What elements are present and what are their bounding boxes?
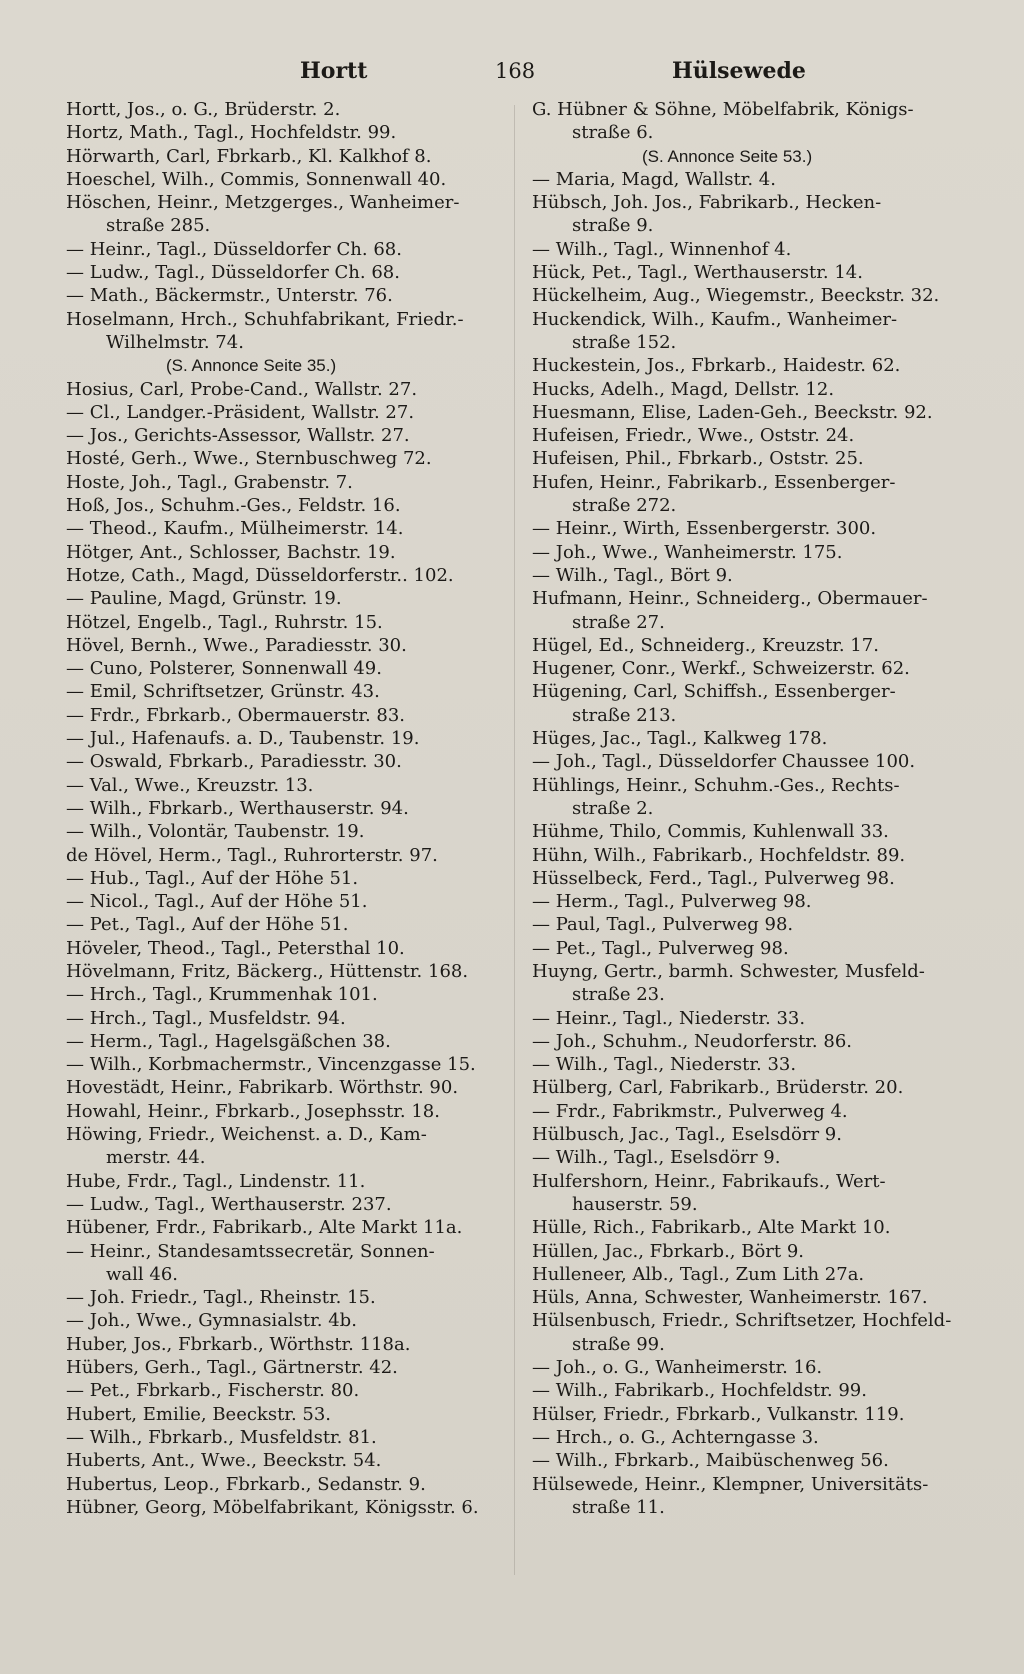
entry-continuation: straße 2.: [572, 797, 654, 819]
entry-continuation: straße 9.: [572, 215, 654, 237]
directory-entry: — Heinr., Standesamtssecretär, Sonnen-: [66, 1240, 435, 1262]
directory-entry: — Wilh., Fabrikarb., Hochfeldstr. 99.: [532, 1380, 867, 1402]
directory-entry: — Val., Wwe., Kreuzstr. 13.: [66, 774, 314, 796]
directory-entry: — Cuno, Polsterer, Sonnenwall 49.: [66, 658, 382, 680]
directory-entry: Howahl, Heinr., Fbrkarb., Josephsstr. 18.: [66, 1100, 440, 1122]
directory-entry: Huberts, Ant., Wwe., Beeckstr. 54.: [66, 1450, 382, 1472]
directory-entry: Hulleneer, Alb., Tagl., Zum Lith 27a.: [532, 1263, 865, 1285]
directory-entry: — Ludw., Tagl., Düsseldorfer Ch. 68.: [66, 262, 400, 284]
left-column: [66, 98, 502, 1519]
directory-entry: Hube, Frdr., Tagl., Lindenstr. 11.: [66, 1170, 366, 1192]
directory-entry: Hübsch, Joh. Jos., Fabrikarb., Hecken-: [532, 192, 882, 214]
entry-continuation: merstr. 44.: [106, 1147, 206, 1169]
right-column: [532, 98, 990, 1519]
directory-entry: Hörwarth, Carl, Fbrkarb., Kl. Kalkhof 8.: [66, 145, 432, 167]
directory-entry: — Jul., Hafenaufs. a. D., Taubenstr. 19.: [66, 728, 420, 750]
directory-entry: — Frdr., Fabrikmstr., Pulverweg 4.: [532, 1100, 848, 1122]
directory-entry: Huckendick, Wilh., Kaufm., Wanheimer-: [532, 308, 898, 330]
directory-entry: Hucks, Adelh., Magd, Dellstr. 12.: [532, 378, 835, 400]
entry-continuation: Wilhelmstr. 74.: [106, 331, 244, 353]
directory-entry: — Pet., Tagl., Pulverweg 98.: [532, 937, 789, 959]
directory-entry: — Wilh., Korbmachermstr., Vincenzgasse 15.: [66, 1054, 476, 1076]
directory-entry: Huber, Jos., Fbrkarb., Wörthstr. 118a.: [66, 1333, 411, 1355]
directory-entry: de Hövel, Herm., Tagl., Ruhrorterstr. 97.: [66, 844, 438, 866]
directory-entry: — Wilh., Tagl., Winnenhof 4.: [532, 238, 792, 260]
directory-entry: — Wilh., Volontär, Taubenstr. 19.: [66, 821, 365, 843]
entry-continuation: straße 27.: [572, 611, 665, 633]
entry-continuation: straße 285.: [106, 215, 211, 237]
directory-entry: Hügel, Ed., Schneiderg., Kreuzstr. 17.: [532, 634, 879, 656]
directory-entry: Hubert, Emilie, Beeckstr. 53.: [66, 1403, 332, 1425]
directory-entry: Huyng, Gertr., barmh. Schwester, Musfeld-: [532, 960, 925, 982]
directory-entry: G. Hübner & Söhne, Möbelfabrik, Königs-: [532, 99, 914, 120]
entry-continuation: straße 6.: [572, 122, 654, 144]
entry-continuation: wall 46.: [106, 1263, 178, 1285]
directory-entry: Hoß, Jos., Schuhm.-Ges., Feldstr. 16.: [66, 495, 401, 517]
directory-entry: Hück, Pet., Tagl., Werthauserstr. 14.: [532, 262, 863, 284]
page-header: [0, 50, 1024, 90]
directory-entry: — Theod., Kaufm., Mülheimerstr. 14.: [66, 518, 404, 540]
page-number: 168: [495, 59, 536, 83]
directory-entry: — Heinr., Wirth, Essenbergerstr. 300.: [532, 518, 877, 540]
directory-entry: — Herm., Tagl., Pulverweg 98.: [532, 891, 812, 913]
directory-entry: — Emil, Schriftsetzer, Grünstr. 43.: [66, 681, 380, 703]
entry-continuation: straße 11.: [572, 1496, 665, 1518]
directory-entry: Hufeisen, Friedr., Wwe., Oststr. 24.: [532, 425, 855, 447]
directory-entry: Hubertus, Leop., Fbrkarb., Sedanstr. 9.: [66, 1473, 426, 1495]
directory-entry: Hufeisen, Phil., Fbrkarb., Oststr. 25.: [532, 448, 864, 470]
directory-entry: — Pet., Fbrkarb., Fischerstr. 80.: [66, 1380, 360, 1402]
entry-continuation: straße 23.: [572, 984, 665, 1006]
directory-entry: Hüsselbeck, Ferd., Tagl., Pulverweg 98.: [532, 867, 895, 889]
directory-entry: — Hrch., Tagl., Krummenhak 101.: [66, 984, 378, 1006]
directory-entry: Hügening, Carl, Schiffsh., Essenberger-: [532, 681, 896, 703]
directory-entry: — Nicol., Tagl., Auf der Höhe 51.: [66, 891, 368, 913]
column-divider: [514, 105, 515, 1575]
directory-entry: Hövelmann, Fritz, Bäckerg., Hüttenstr. 168.: [66, 960, 469, 982]
header-last-entry: Hülsewede: [672, 58, 806, 84]
directory-entry: Huesmann, Elise, Laden-Geh., Beeckstr. 92.: [532, 401, 933, 423]
directory-entry: Hückelheim, Aug., Wiegemstr., Beeckstr. 32.: [532, 285, 940, 307]
directory-entry: Hüls, Anna, Schwester, Wanheimerstr. 167.: [532, 1287, 928, 1309]
advertisement-reference: (S. Annonce Seite 35.): [166, 356, 337, 376]
directory-entry: Hortt, Jos., o. G., Brüderstr. 2.: [66, 99, 341, 120]
directory-entry: — Jos., Gerichts-Assessor, Wallstr. 27.: [66, 425, 410, 447]
directory-entry: — Wilh., Fbrkarb., Maibüschenweg 56.: [532, 1450, 889, 1472]
directory-entry: Höveler, Theod., Tagl., Petersthal 10.: [66, 937, 405, 959]
directory-entry: Hülberg, Carl, Fabrikarb., Brüderstr. 20.: [532, 1077, 904, 1099]
directory-entry: Hübers, Gerh., Tagl., Gärtnerstr. 42.: [66, 1357, 398, 1379]
directory-entry: Hugener, Conr., Werkf., Schweizerstr. 62.: [532, 658, 910, 680]
directory-entry: — Joh., o. G., Wanheimerstr. 16.: [532, 1357, 823, 1379]
directory-entry: Höschen, Heinr., Metzgerges., Wanheimer-: [66, 192, 460, 214]
directory-entry: Hühn, Wilh., Fabrikarb., Hochfeldstr. 89.: [532, 844, 906, 866]
directory-entry: Hülsenbusch, Friedr., Schriftsetzer, Hochfeld-: [532, 1310, 952, 1332]
directory-entry: — Hub., Tagl., Auf der Höhe 51.: [66, 867, 359, 889]
directory-entry: Hötzel, Engelb., Tagl., Ruhrstr. 15.: [66, 611, 383, 633]
directory-entry: Hulfershorn, Heinr., Fabrikaufs., Wert-: [532, 1170, 886, 1192]
directory-entry: — Maria, Magd, Wallstr. 4.: [532, 168, 776, 190]
directory-entry: Hufmann, Heinr., Schneiderg., Obermauer-: [532, 588, 928, 610]
directory-entry: Hüllen, Jac., Fbrkarb., Bört 9.: [532, 1240, 805, 1262]
directory-entry: Hosté, Gerh., Wwe., Sternbuschweg 72.: [66, 448, 432, 470]
directory-entry: — Oswald, Fbrkarb., Paradiesstr. 30.: [66, 751, 402, 773]
directory-entry: — Ludw., Tagl., Werthauserstr. 237.: [66, 1193, 392, 1215]
directory-entry: Hübner, Georg, Möbelfabrikant, Königsstr. 6.: [66, 1496, 479, 1518]
directory-entry: — Wilh., Fbrkarb., Werthauserstr. 94.: [66, 797, 409, 819]
directory-entry: Hotze, Cath., Magd, Düsseldorferstr.. 102.: [66, 564, 454, 586]
directory-entry: — Math., Bäckermstr., Unterstr. 76.: [66, 285, 393, 307]
directory-entry: Hortz, Math., Tagl., Hochfeldstr. 99.: [66, 122, 397, 144]
directory-entry: Hübener, Frdr., Fabrikarb., Alte Markt 11a.: [66, 1217, 463, 1239]
directory-entry: — Joh., Schuhm., Neudorferstr. 86.: [532, 1030, 853, 1052]
entry-continuation: straße 99.: [572, 1333, 665, 1355]
directory-entry: — Frdr., Fbrkarb., Obermauerstr. 83.: [66, 704, 406, 726]
directory-entry: — Paul, Tagl., Pulverweg 98.: [532, 914, 794, 936]
directory-entry: — Herm., Tagl., Hagelsgäßchen 38.: [66, 1030, 391, 1052]
directory-entry: — Joh. Friedr., Tagl., Rheinstr. 15.: [66, 1287, 376, 1309]
directory-entry: Höwing, Friedr., Weichenst. a. D., Kam-: [66, 1124, 427, 1146]
directory-entry: Hülser, Friedr., Fbrkarb., Vulkanstr. 119.: [532, 1403, 905, 1425]
directory-entry: Hötger, Ant., Schlosser, Bachstr. 19.: [66, 541, 396, 563]
directory-entry: — Heinr., Tagl., Düsseldorfer Ch. 68.: [66, 238, 402, 260]
directory-entry: — Wilh., Tagl., Eselsdörr 9.: [532, 1147, 781, 1169]
directory-entry: Hülle, Rich., Fabrikarb., Alte Markt 10.: [532, 1217, 891, 1239]
directory-entry: Hufen, Heinr., Fabrikarb., Essenberger-: [532, 471, 896, 493]
directory-entry: Hoeschel, Wilh., Commis, Sonnenwall 40.: [66, 168, 447, 190]
directory-entry: Hühlings, Heinr., Schuhm.-Ges., Rechts-: [532, 774, 900, 796]
directory-entry: Hühme, Thilo, Commis, Kuhlenwall 33.: [532, 821, 889, 843]
directory-entry: Hosius, Carl, Probe-Cand., Wallstr. 27.: [66, 378, 418, 400]
directory-entry: — Hrch., o. G., Achterngasse 3.: [532, 1426, 819, 1448]
directory-entry: — Heinr., Tagl., Niederstr. 33.: [532, 1007, 806, 1029]
header-first-entry: Hortt: [300, 58, 368, 84]
directory-entry: — Pauline, Magd, Grünstr. 19.: [66, 588, 342, 610]
directory-entry: — Pet., Tagl., Auf der Höhe 51.: [66, 914, 349, 936]
directory-entry: Hövel, Bernh., Wwe., Paradiesstr. 30.: [66, 634, 407, 656]
advertisement-reference: (S. Annonce Seite 53.): [642, 146, 813, 166]
directory-entry: Huckestein, Jos., Fbrkarb., Haidestr. 62.: [532, 355, 901, 377]
entry-continuation: straße 272.: [572, 495, 677, 517]
directory-entry: Hüges, Jac., Tagl., Kalkweg 178.: [532, 728, 828, 750]
directory-entry: — Joh., Tagl., Düsseldorfer Chaussee 100.: [532, 751, 916, 773]
directory-entry: — Joh., Wwe., Gymnasialstr. 4b.: [66, 1310, 357, 1332]
directory-entry: Hoselmann, Hrch., Schuhfabrikant, Friedr.-: [66, 308, 464, 330]
entry-continuation: hauserstr. 59.: [572, 1193, 698, 1215]
directory-entry: — Joh., Wwe., Wanheimerstr. 175.: [532, 541, 843, 563]
directory-entry: — Wilh., Tagl., Niederstr. 33.: [532, 1054, 797, 1076]
directory-entry: Hovestädt, Heinr., Fabrikarb. Wörthstr. 90.: [66, 1077, 459, 1099]
directory-entry: — Hrch., Tagl., Musfeldstr. 94.: [66, 1007, 346, 1029]
directory-entry: Hoste, Joh., Tagl., Grabenstr. 7.: [66, 471, 353, 493]
entry-continuation: straße 152.: [572, 331, 677, 353]
directory-entry: — Wilh., Fbrkarb., Musfeldstr. 81.: [66, 1426, 377, 1448]
directory-entry: — Wilh., Tagl., Bört 9.: [532, 564, 733, 586]
directory-entry: Hülbusch, Jac., Tagl., Eselsdörr 9.: [532, 1124, 842, 1146]
directory-entry: Hülsewede, Heinr., Klempner, Universitäts-: [532, 1473, 929, 1495]
entry-continuation: straße 213.: [572, 704, 677, 726]
directory-entry: — Cl., Landger.-Präsident, Wallstr. 27.: [66, 401, 415, 423]
